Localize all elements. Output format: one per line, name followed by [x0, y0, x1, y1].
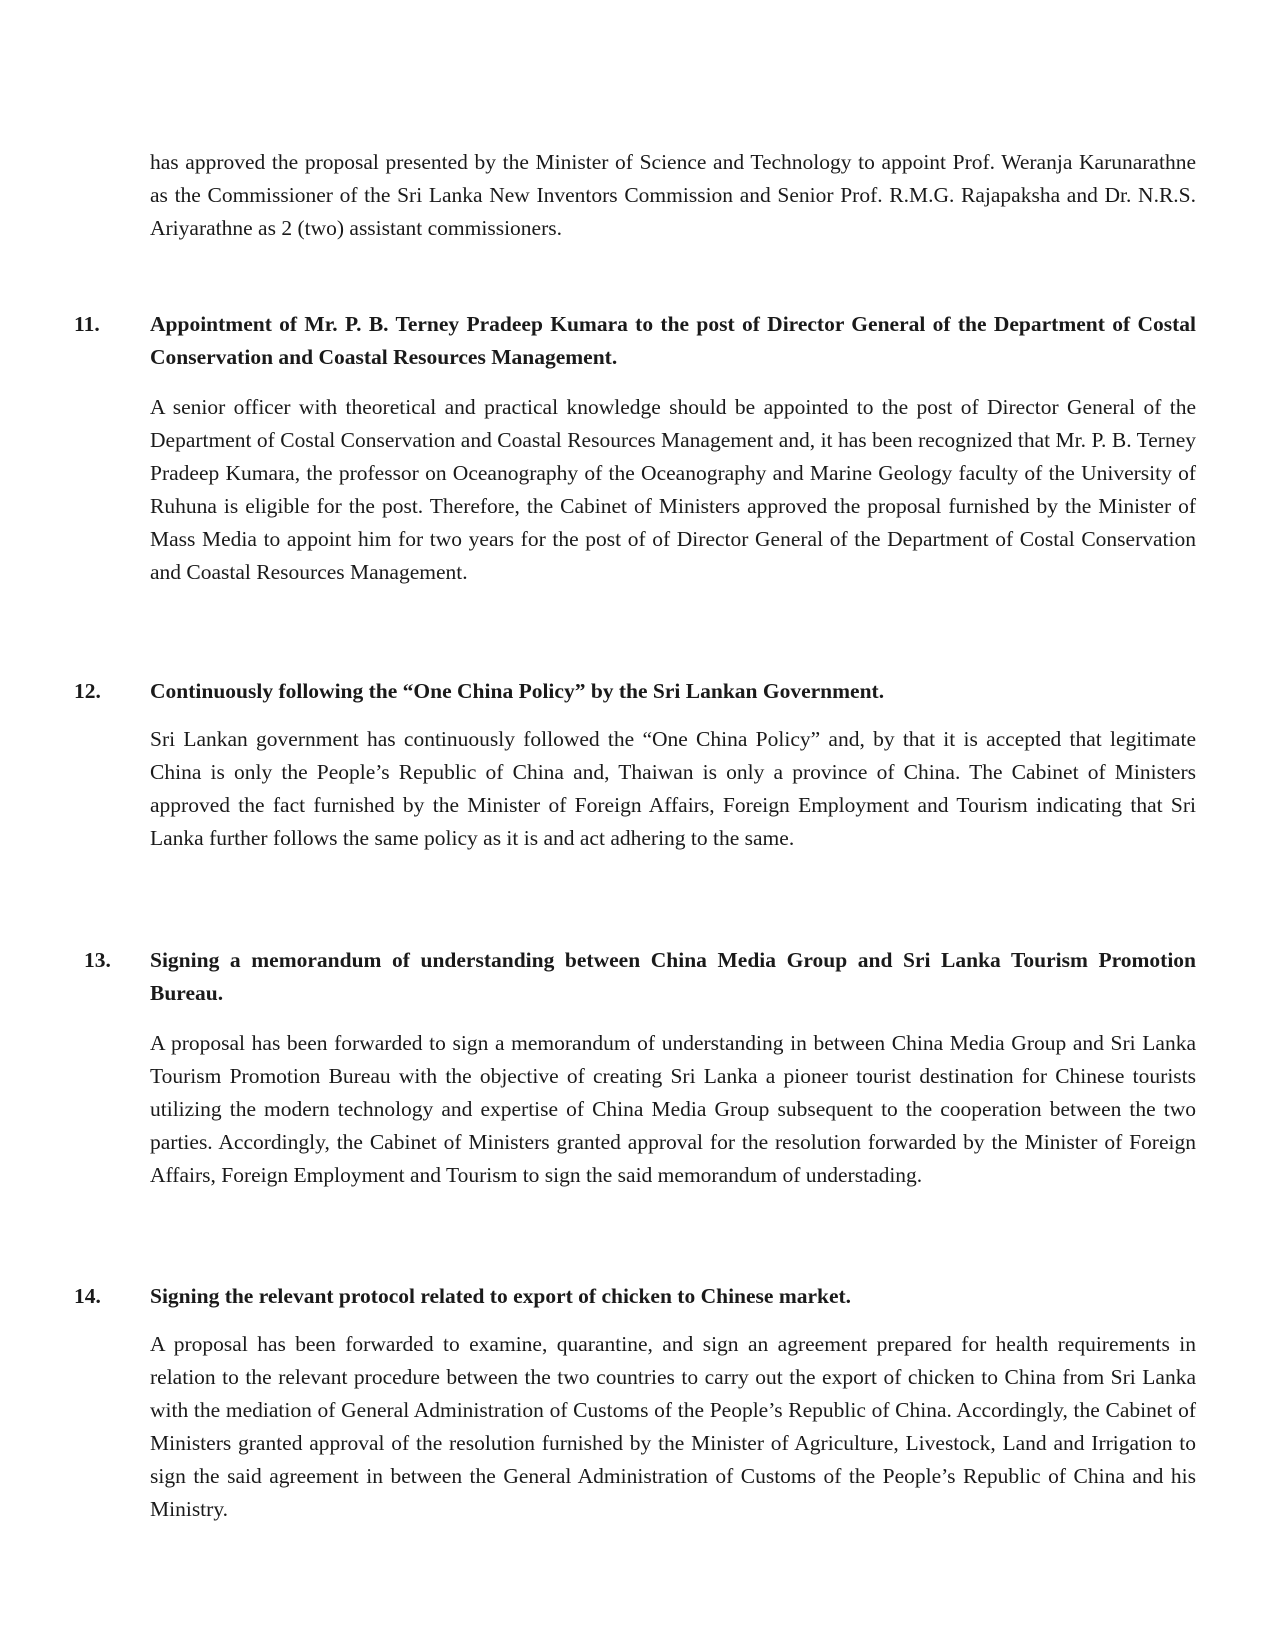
section-11-body: A senior officer with theoretical and practical knowledge should be appointed to the post of Director General of the Department of Costal Conservation and Coastal Resources Management and, it has been recognized that Mr. P. B. Terney Pradeep Kumara, the professor on Oceanography of the Oceanography and Marine Geology faculty of the University of Ruhuna is eligible for the post. Therefore, the Cabinet of Ministers approved the proposal furnished by the Minister of Mass Media to appoint him for two years for the post of of Director General of the Department of Costal Conservation and Coastal Resources Management.	[150, 395, 1196, 584]
section-12-number: 12.	[74, 679, 101, 703]
section-13-body: A proposal has been forwarded to sign a memorandum of understanding in between China Media Group and Sri Lanka Tourism Promotion Bureau with the objective of creating Sri Lanka a pioneer tourist destination for Chinese tourists utilizing the modern technology and expertise of China Media Group subsequent to the cooperation between the two parties. Accordingly, the Cabinet of Ministers granted approval for the resolution forwarded by the Minister of Foreign Affairs, Foreign Employment and Tourism to sign the said memorandum of understading.	[150, 1031, 1196, 1187]
section-13-title: Signing a memorandum of understanding between China Media Group and Sri Lanka Tourism Promotion Bureau.	[150, 948, 1196, 1005]
section-13-number: 13.	[84, 948, 111, 972]
section-14-title: Signing the relevant protocol related to export of chicken to Chinese market.	[150, 1284, 852, 1308]
section-12-title: Continuously following the “One China Policy” by the Sri Lankan Government.	[150, 679, 885, 703]
section-14-body: A proposal has been forwarded to examine, quarantine, and sign an agreement prepared for health requirements in relation to the relevant procedure between the two countries to carry out the export of chicken to China from Sri Lanka with the mediation of General Administration of Customs of the People’s Republic of China. Accordingly, the Cabinet of Ministers granted approval of the resolution furnished by the Minister of Agriculture, Livestock, Land and Irrigation to sign the said agreement in between the General Administration of Customs of the People’s Republic of China and his Ministry.	[150, 1332, 1196, 1521]
section-11-number: 11.	[74, 312, 100, 336]
section-14-number: 14.	[74, 1284, 101, 1308]
section-11-title: Appointment of Mr. P. B. Terney Pradeep Kumara to the post of Director General of the Department of Costal Conservation and Coastal Resources Management.	[150, 312, 1196, 369]
section-12-body: Sri Lankan government has continuously followed the “One China Policy” and, by that it is accepted that legitimate China is only the People’s Republic of China and, Thaiwan is only a province of China. The Cabinet of Ministers approved the fact furnished by the Minister of Foreign Affairs, Foreign Employment and Tourism indicating that Sri Lanka further follows the same policy as it is and act adhering to the same.	[150, 727, 1196, 850]
intro-paragraph: has approved the proposal presented by the Minister of Science and Technology to appoint Prof. Weranja Karunarathne as the Commissioner of the Sri Lanka New Inventors Commission and Senior Prof. R.M.G. Rajapaksha and Dr. N.R.S. Ariyarathne as 2 (two) assistant commissioners.	[150, 150, 1196, 240]
